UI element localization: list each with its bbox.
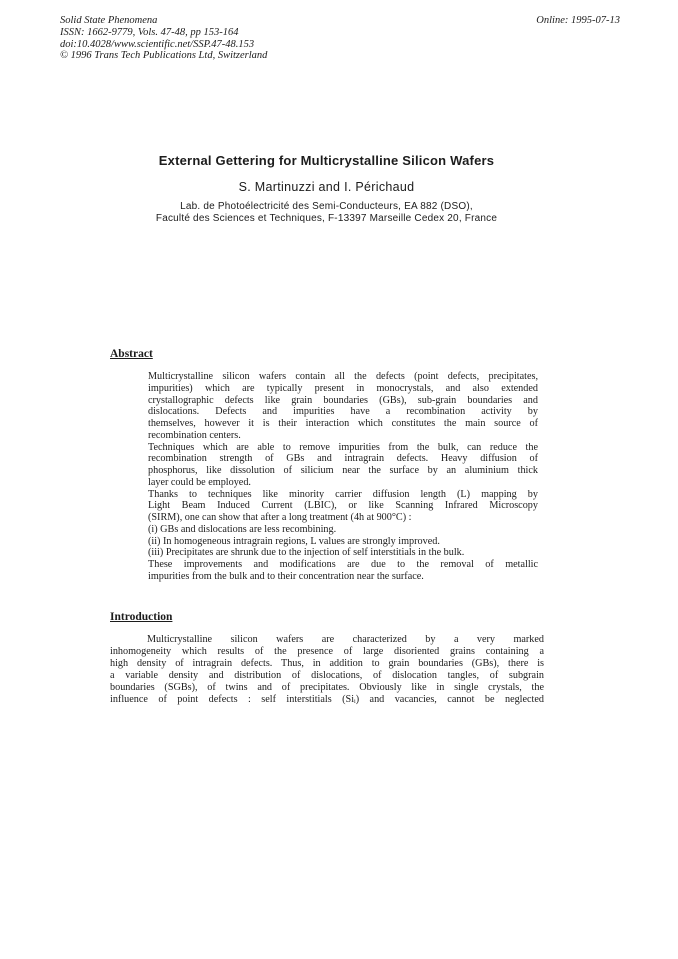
introduction-body xyxy=(110,634,544,707)
abstract-line: Thanks to techniques like minority carrier diffusion length (L) mapping by xyxy=(148,488,538,500)
introduction-line: boundaries (SGBs), of twins and of precipitates. Obviously like in single crystals, the xyxy=(110,682,544,694)
abstract-heading: Abstract xyxy=(110,348,153,360)
abstract-line: Techniques which are able to remove impurities from the bulk, can reduce the xyxy=(148,441,538,453)
introduction-line: high density of intragrain defects. Thus, in addition to grain boundaries (GBs), there is xyxy=(110,658,544,670)
journal-header xyxy=(60,15,620,62)
issn-line: ISSN: 1662-9779, Vols. 47-48, pp 153-164 xyxy=(60,26,239,38)
copyright-line: © 1996 Trans Tech Publications Ltd, Switzerland xyxy=(60,50,268,62)
abstract-line: impurities from the bulk and to their concentration near the surface. xyxy=(148,570,424,582)
introduction-line: Multicrystalline silicon wafers are characterized by a very marked xyxy=(147,634,544,645)
paper-affiliation xyxy=(80,201,573,225)
introduction-line: inhomogeneity which results of the presence of large disoriented grains containing a xyxy=(110,646,544,658)
introduction-line: a variable density and distribution of dislocations, of dislocation tangles, of subgrain xyxy=(110,670,544,682)
affiliation-line: Lab. de Photoélectricité des Semi-Conducteurs, EA 882 (DSO), xyxy=(180,201,473,212)
abstract-line: themselves, however it is their interaction which constitutes the main source of xyxy=(148,418,538,429)
paper-authors: S. Martinuzzi and I. Périchaud xyxy=(238,180,415,194)
abstract-line: (ii) In homogeneous intragrain regions, L values are strongly improved. xyxy=(148,535,440,547)
doi-line: doi:10.4028/www.scientific.net/SSP.47-48.153 xyxy=(60,38,255,50)
online-date: Online: 1995-07-13 xyxy=(536,15,620,26)
abstract-line: crystallographic defects like grain boundaries (GBs), sub-grain boundaries and xyxy=(148,394,538,406)
abstract-body xyxy=(148,371,538,583)
abstract-line: (iii) Precipitates are shrunk due to the injection of self interstitials in the bulk. xyxy=(148,547,465,559)
abstract-line: (SIRM), one can show that after a long treatment (4h at 900°C) : xyxy=(148,512,412,523)
abstract-line: impurities) which are typically present in monocrystals, and also extended xyxy=(148,382,538,394)
journal-header-left xyxy=(60,15,267,62)
abstract-line: dislocations. Defects and impurities have a recombination activity by xyxy=(148,406,538,418)
abstract-line: Multicrystalline silicon wafers contain all the defects (point defects, precipitates, xyxy=(148,371,538,382)
introduction-heading: Introduction xyxy=(110,611,173,623)
journal-name: Solid State Phenomena xyxy=(60,15,158,26)
affiliation-line: Faculté des Sciences et Techniques, F-13397 Marseille Cedex 20, France xyxy=(155,213,498,225)
paper-title: External Gettering for Multicrystalline Silicon Wafers xyxy=(158,153,495,168)
introduction-line: influence of point defects : self interstitials (Siᵢ) and vacancies, cannot be neglected xyxy=(110,694,544,706)
abstract-line: (i) GBs and dislocations are less recombining. xyxy=(148,523,337,535)
abstract-line: Light Beam Induced Current (LBIC), or like Scanning Infrared Microscopy xyxy=(148,500,538,512)
abstract-line: phosphorus, like dissolution of silicium near the surface by an aluminium thick xyxy=(148,465,538,476)
abstract-line: recombination centers. xyxy=(148,429,241,441)
abstract-line: layer could be employed. xyxy=(148,476,251,488)
abstract-line: These improvements and modifications are due to the removal of metallic xyxy=(148,559,538,570)
abstract-line: recombination strength of GBs and intragrain defects. Heavy diffusion of xyxy=(148,453,538,465)
